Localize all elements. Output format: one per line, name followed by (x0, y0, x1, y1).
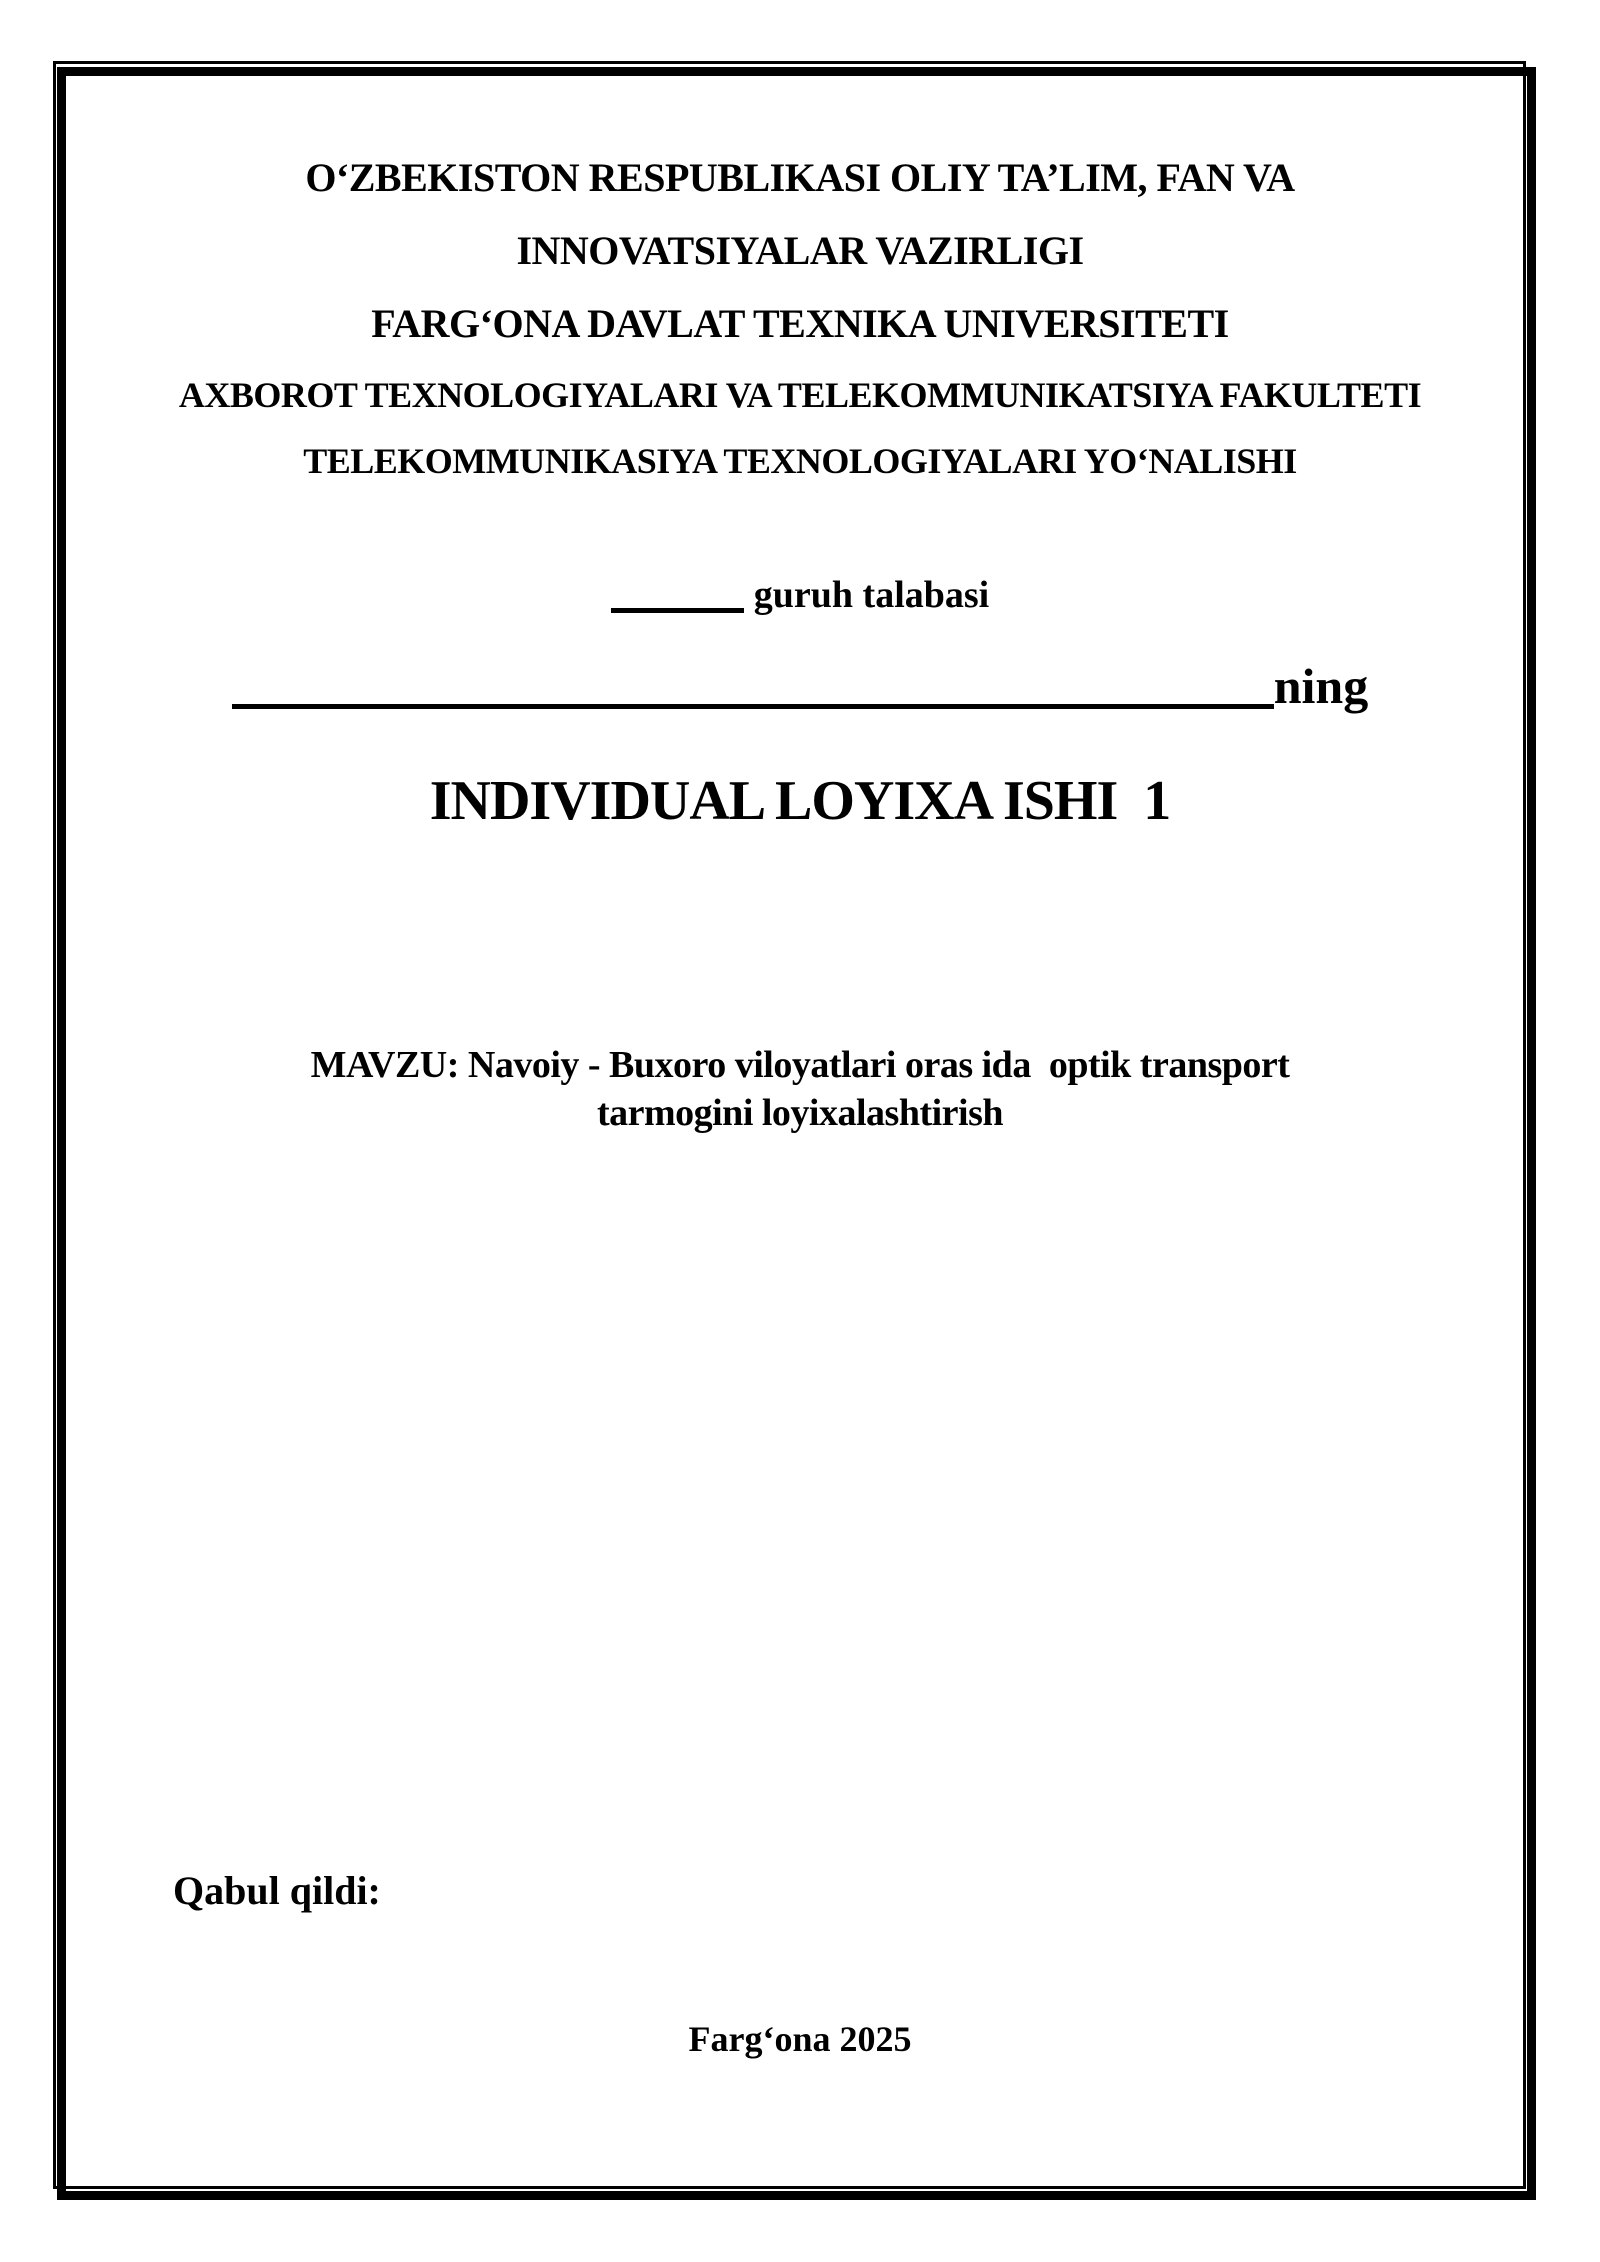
topic-line-2: tarmogini loyixalashtirish (596, 1092, 1004, 1134)
university-line: FARG‘ONA DAVLAT TEXNIKA UNIVERSITETI (371, 301, 1229, 346)
direction-line: TELEKOMMUNIKASIYA TEXNOLOGIYALARI YO‘NALISHI (303, 441, 1297, 481)
faculty-line: AXBOROT TEXNOLOGIYALARI VA TELEKOMMUNIKATSIYA FAKULTETI (178, 375, 1422, 415)
student-name-line (80, 658, 1520, 714)
ning-suffix: ning (1273, 658, 1369, 714)
topic-line-1: MAVZU: Navoiy - Buxoro viloyatlari oras ida optik transport (310, 1044, 1290, 1086)
place-year: Farg‘ona 2025 (688, 2019, 912, 2059)
topic-block (80, 1041, 1520, 1137)
ministry-line-1: O‘ZBEKISTON RESPUBLIKASI OLIY TA’LIM, FAN VA (305, 155, 1295, 200)
group-line (80, 576, 1520, 614)
accepted-by-label: Qabul qildi: (173, 1868, 381, 1913)
student-name-blank-line (232, 704, 1274, 709)
group-student-label: guruh talabasi (753, 574, 990, 616)
ministry-line-2: INNOVATSIYALAR VAZIRLIGI (516, 228, 1084, 273)
group-blank-line (611, 608, 744, 613)
work-title: INDIVIDUAL LOYIXA ISHI 1 (429, 770, 1171, 832)
